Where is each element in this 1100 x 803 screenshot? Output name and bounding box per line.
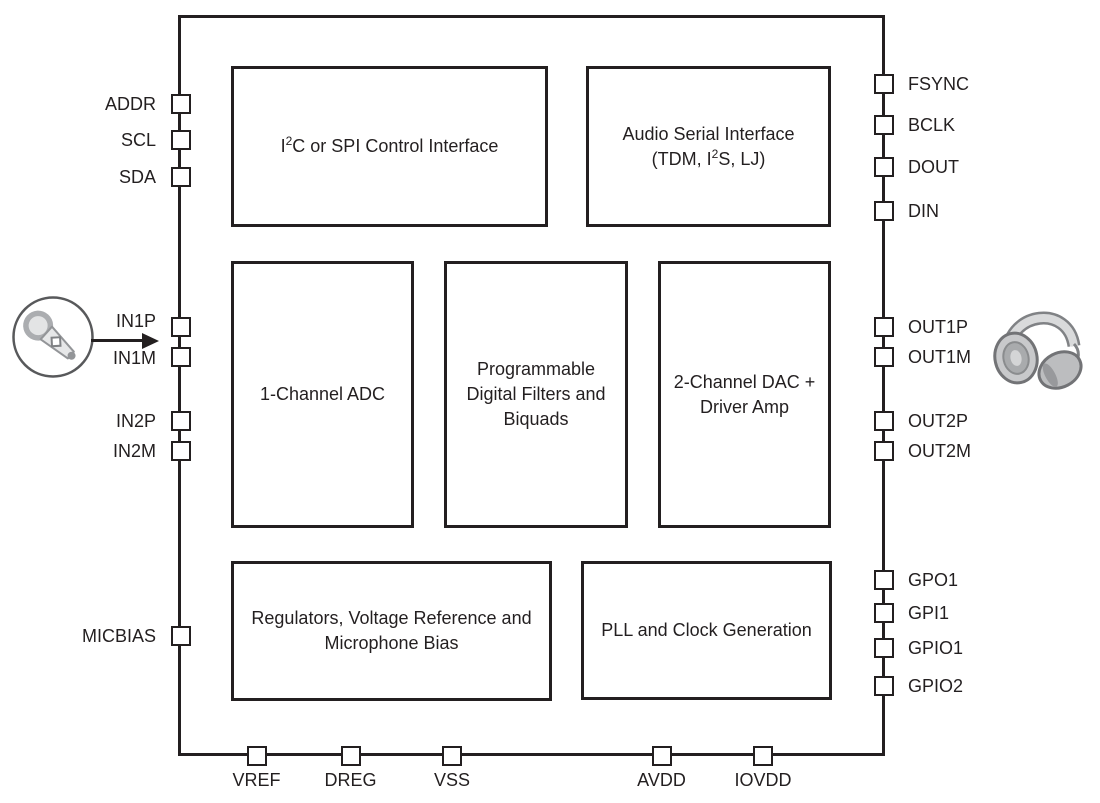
mic-input-arrow-head [142, 333, 159, 349]
pin-gpio1 [874, 638, 894, 658]
block-pll-clock-generation [581, 561, 832, 700]
pin-label-micbias: MICBIAS [81, 626, 156, 646]
pin-dreg [341, 746, 361, 766]
pin-label-out2m: OUT2M [908, 441, 971, 461]
microphone-icon [10, 294, 96, 382]
pin-in1p [171, 317, 191, 337]
pin-out1p [874, 317, 894, 337]
pin-micbias [171, 626, 191, 646]
pin-sda [171, 167, 191, 187]
block-i2c-label: $I^2C$ or SPI Control Interface [280, 134, 499, 156]
pin-label-gpi1: GPI1 [908, 603, 950, 623]
pin-label-bclk: BCLK [908, 115, 956, 135]
pin-label-out2p: OUT2P [908, 411, 969, 431]
block-1-channel-adc [231, 261, 414, 528]
block-regulators-vref-micbias [231, 561, 552, 701]
pin-din [874, 201, 894, 221]
pin-label-in2m: IN2M [112, 441, 156, 461]
pin-label-addr: ADDR [104, 94, 156, 114]
headphones-icon [988, 292, 1092, 396]
pin-label-out1p: OUT1P [908, 317, 969, 337]
pin-in1m [171, 347, 191, 367]
pin-out2p [874, 411, 894, 431]
pin-vss [442, 746, 462, 766]
block-adc-label: 1-Channel ADC [259, 384, 386, 404]
pin-gpo1 [874, 570, 894, 590]
pin-dout [874, 157, 894, 177]
pin-label-gpio1: GPIO1 [908, 638, 964, 658]
pin-label-vref: VREF [232, 770, 281, 790]
mic-input-arrow-line [91, 339, 144, 342]
pin-vref [247, 746, 267, 766]
pin-label-out1m: OUT1M [908, 347, 971, 367]
pin-bclk [874, 115, 894, 135]
pin-label-avdd: AVDD [637, 770, 686, 790]
pin-gpi1 [874, 603, 894, 623]
pin-addr [171, 94, 191, 114]
pin-label-dreg: DREG [324, 770, 377, 790]
pin-out1m [874, 347, 894, 367]
pin-label-gpio2: GPIO2 [908, 676, 964, 696]
pin-label-fsync: FSYNC [908, 74, 970, 94]
block-programmable-digital-filters [444, 261, 628, 528]
block-filters-label: Programmable Digital Filters and Biquads [466, 359, 606, 429]
pin-label-gpo1: GPO1 [908, 570, 959, 590]
pin-label-in2p: IN2P [115, 411, 156, 431]
block-audio-serial-interface [586, 66, 831, 227]
pin-avdd [652, 746, 672, 766]
block-regulators-label: Regulators, Voltage Reference and Microphone Bias [251, 608, 532, 653]
block-dac-label: 2-Channel DAC + Driver Amp [673, 371, 816, 417]
block-asi-label: Audio Serial Interface (TDM, $I^2S$, LJ) [622, 123, 795, 169]
pin-in2p [171, 411, 191, 431]
block-pll-label: PLL and Clock Generation [601, 620, 812, 640]
pin-gpio2 [874, 676, 894, 696]
block-i2c-spi-control-interface [231, 66, 548, 227]
pin-label-scl: SCL [120, 130, 156, 150]
pin-label-in1p: IN1P [115, 311, 156, 331]
pin-label-din: DIN [908, 201, 939, 221]
pin-label-iovdd: IOVDD [734, 770, 792, 790]
block-2-channel-dac-driver-amp [658, 261, 831, 528]
pin-label-dout: DOUT [908, 157, 959, 177]
pin-iovdd [753, 746, 773, 766]
pin-label-in1m: IN1M [112, 348, 156, 368]
pin-out2m [874, 441, 894, 461]
pin-label-sda: SDA [118, 167, 156, 187]
pin-in2m [171, 441, 191, 461]
pin-scl [171, 130, 191, 150]
pin-label-vss: VSS [433, 770, 471, 790]
pin-fsync [874, 74, 894, 94]
